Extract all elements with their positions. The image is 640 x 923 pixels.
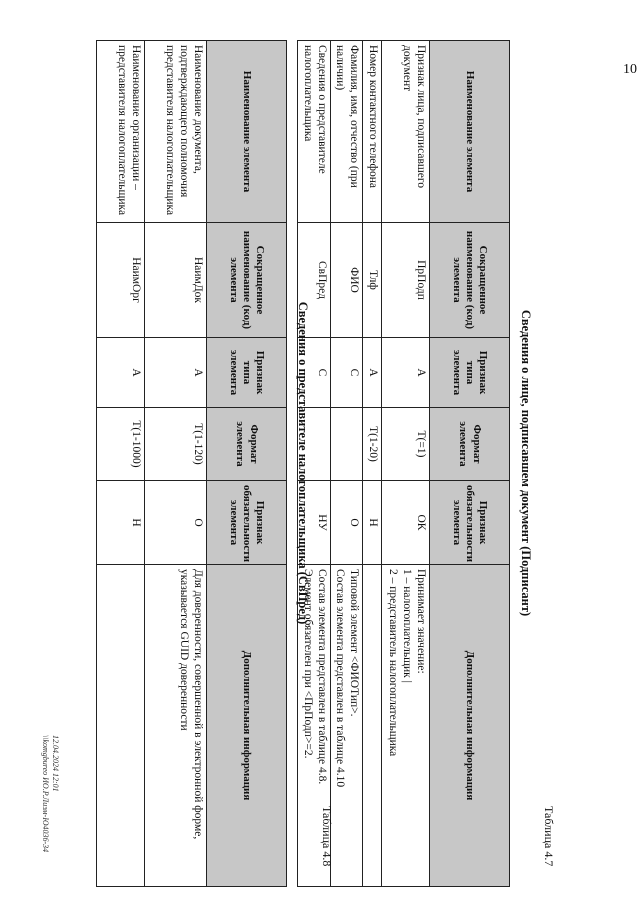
header-cell: Признак обязательности элемента — [430, 481, 510, 565]
cell: А — [145, 338, 207, 408]
cell: НаимДок — [145, 223, 207, 338]
header-cell: Признак типа элемента — [430, 338, 510, 408]
cell: Принимает значение: 1 – налогоплательщик | 2 – представитель налогоплательщика — [382, 565, 430, 887]
table-row — [145, 41, 207, 887]
cell: Состав элемента представлен в таблице 4.8. Элемент обязателен при <ПрПодп>=2. — [298, 565, 331, 887]
table-row — [382, 41, 430, 887]
cell: Тлф — [363, 223, 382, 338]
page-number: 10 — [623, 62, 637, 77]
cell: Н — [97, 481, 145, 565]
cell: Типовой элемент <ФИОТип>. Состав элемента представлен в таблице 4.10 — [330, 565, 363, 887]
header-cell: Наименование элемента — [430, 41, 510, 223]
cell: ПрПодп — [382, 223, 430, 338]
print-stamp — [40, 735, 60, 852]
cell — [363, 565, 382, 887]
header-cell: Признак обязательности элемента — [207, 481, 287, 565]
table-4-8 — [96, 40, 287, 887]
table-header-row — [430, 41, 510, 887]
cell: А — [363, 338, 382, 408]
cell: НаимОрг — [97, 223, 145, 338]
cell: Признак лица, подписавшего документ — [382, 41, 430, 223]
table-row — [97, 41, 145, 887]
cell — [330, 408, 363, 481]
cell: Н — [363, 481, 382, 565]
header-cell: Дополнительная информация — [207, 565, 287, 887]
cell: С — [330, 338, 363, 408]
cell: Номер контактного телефона — [363, 41, 382, 223]
cell: О — [145, 481, 207, 565]
header-cell: Сокращенное наименование (код) элемента — [207, 223, 287, 338]
table-4-7-title: Сведения о лице, подписавшем документ (Подписант) — [519, 309, 533, 617]
header-cell: Сокращенное наименование (код) элемента — [430, 223, 510, 338]
print-stamp-date: 12.04.2024 12:01 — [51, 735, 60, 792]
header-cell: Наименование элемента — [207, 41, 287, 223]
header-cell: Формат элемента — [430, 408, 510, 481]
cell: Т(=1) — [382, 408, 430, 481]
cell: ФИО — [330, 223, 363, 338]
table-header-row — [207, 41, 287, 887]
header-cell: Формат элемента — [207, 408, 287, 481]
cell: Т(1-1000) — [97, 408, 145, 481]
table-row — [330, 41, 363, 887]
table-row — [363, 41, 382, 887]
cell: Т(1-120) — [145, 408, 207, 481]
print-stamp-path: \\komgbureo ИО.Р.Лиэм-Ю4036-34 — [41, 735, 50, 853]
header-cell: Дополнительная информация — [430, 565, 510, 887]
cell: Фамилия, имя, отчество (при наличии) — [330, 41, 363, 223]
header-cell: Признак типа элемента — [207, 338, 287, 408]
cell: О — [330, 481, 363, 565]
cell: Наименование организации – представителя налогоплательщика — [97, 41, 145, 223]
cell — [97, 565, 145, 887]
cell: Сведения о представителе налогоплательщика — [298, 41, 331, 223]
cell: Т(1-20) — [363, 408, 382, 481]
cell: Наименование документа, подтверждающего полномочия представителя налогоплательщика — [145, 41, 207, 223]
cell: НУ — [298, 481, 331, 565]
cell: А — [97, 338, 145, 408]
cell: А — [382, 338, 430, 408]
cell: Для доверенности, совершенной в электронной форме, указывается GUID доверенности — [145, 565, 207, 887]
cell: С — [298, 338, 331, 408]
table-4-7-caption: Таблица 4.7 — [542, 806, 556, 867]
table-4-8-title: Сведения о представителе налогоплательщика (СвПред) — [296, 301, 310, 625]
cell: СвПред — [298, 223, 331, 338]
cell: ОК — [382, 481, 430, 565]
table-4-7 — [297, 40, 510, 887]
table-4-8-caption: Таблица 4.8 — [320, 806, 334, 867]
